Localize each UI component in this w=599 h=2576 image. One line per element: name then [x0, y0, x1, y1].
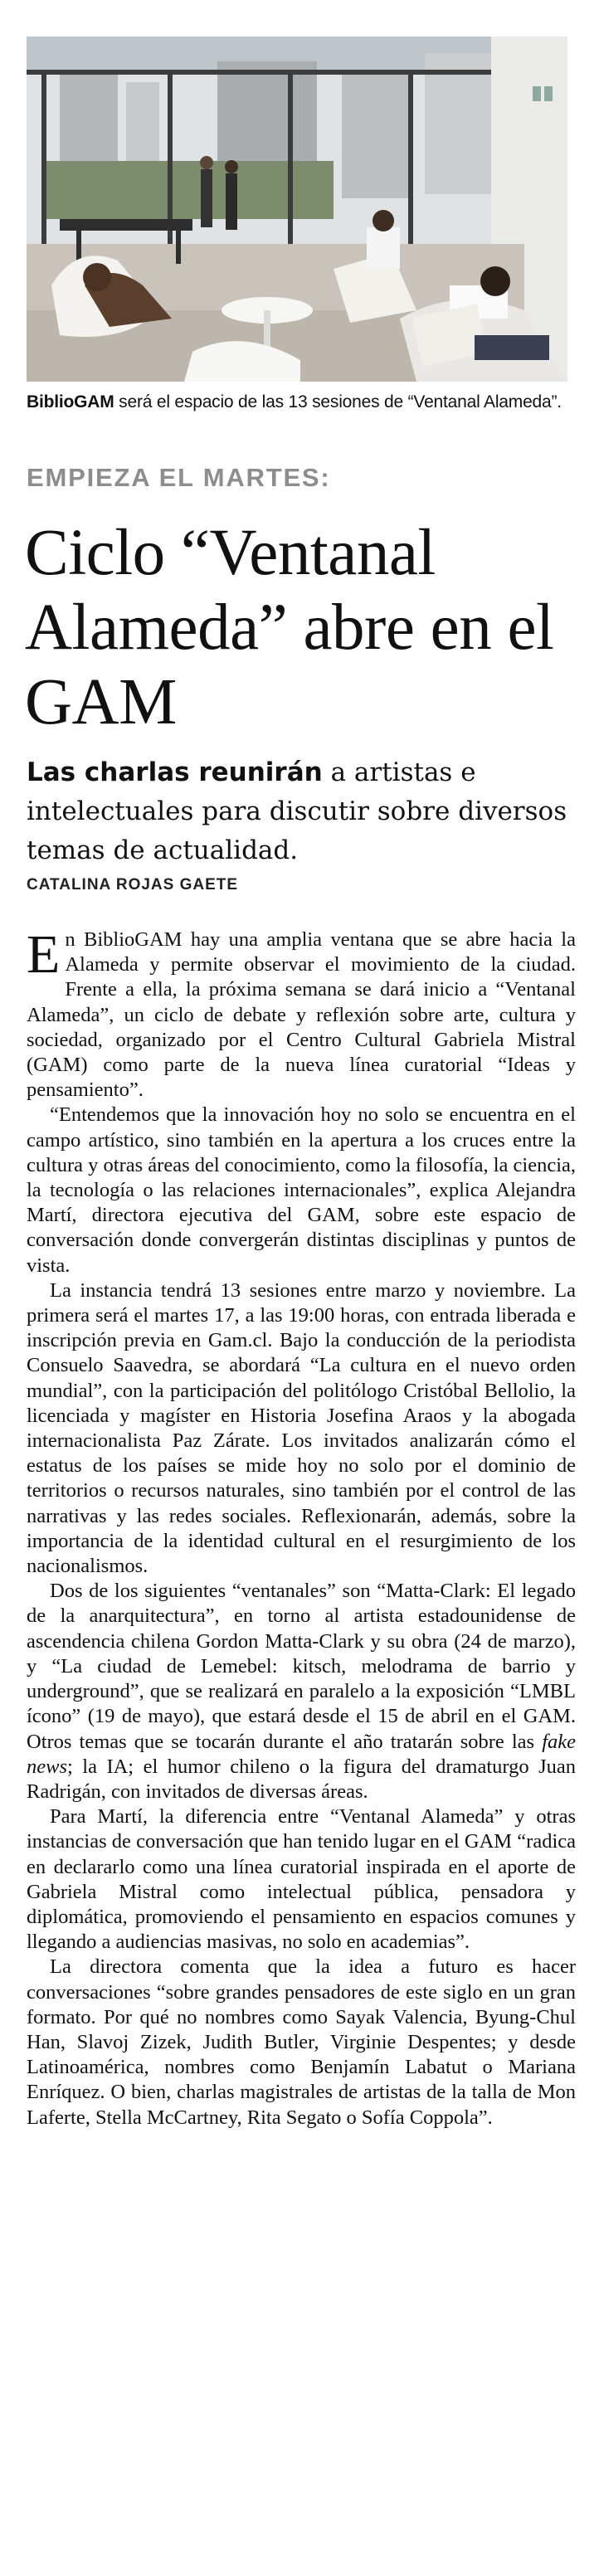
- paragraph-5: Para Martí, la diferencia entre “Ventanal Alameda” y otras instancias de conversación que han tenido lugar en el GAM “radica en declararlo como una línea curatorial inspirada en el aporte de Gabriela Mistral como intelectual pública, pensadora y diplomática, promoviendo el pensamiento en espacios comunes y llegando a audiencias masivas, no solo en academias”.: [27, 1805, 576, 1954]
- dropcap: E: [27, 924, 61, 985]
- caption-lead: BiblioGAM: [27, 392, 114, 411]
- paragraph-1-text: n BiblioGAM hay una amplia ventana que se abre hacia la Alameda y permite observar el movimiento de la ciudad. Frente a ella, la próxima semana se dará inicio a “Ventanal Alameda”, un ciclo de debate y reflexión sobre arte, cultura y sociedad, organizado por el Centro Cultural Gabriela Mistral (GAM) como parte de la nueva línea curatorial “Ideas y pensamiento”.: [27, 928, 576, 1102]
- kicker: EMPIEZA EL MARTES:: [27, 463, 331, 492]
- library-lounge-photo: [27, 37, 567, 382]
- paragraph-4: [27, 1579, 576, 1804]
- deck-lead: Las charlas reunirán: [27, 757, 323, 787]
- photo-caption: [27, 390, 566, 415]
- deck-text: a artistas e intelectuales para discutir sobre diversos temas de actualidad.: [27, 757, 567, 865]
- paragraph-4-emphasis: fake news: [27, 1730, 576, 1778]
- byline: CATALINA ROJAS GAETE: [27, 876, 239, 894]
- paragraph-2: “Entendemos que la innovación hoy no solo se encuentra en el campo artístico, sino también en la apertura a los cruces entre la cultura y otras áreas del conocimiento, como la filosofía, la ciencia, la tecnología o las relaciones internacionales”, explica Alejandra Martí, directora ejecutiva del GAM, sobre este espacio de conversación donde convergerán distintas disciplinas y puntos de vista.: [27, 1103, 576, 1277]
- paragraph-4-text-b: ; la IA; el humor chileno o la figura del dramaturgo Juan Radrigán, con invitados de diversas áreas.: [27, 1755, 576, 1803]
- caption-text: será el espacio de las 13 sesiones de “Ventanal Alameda”.: [114, 392, 562, 411]
- headline: Ciclo “Ventanal Alameda” abre en el GAM: [25, 517, 554, 738]
- deck: [27, 753, 574, 870]
- article-body: [27, 924, 576, 2130]
- paragraph-6: La directora comenta que la idea a futuro es hacer conversaciones “sobre grandes pensadores de este siglo en un gran formato. Por qué no nombres como Sayak Valencia, Byung-Chul Han, Slavoj Zizek, Judith Butler, Virginie Despentes; y desde Latinoamérica, nombres como Benjamín Labatut o Mariana Enríquez. O bien, charlas magistrales de artistas de la talla de Mon Laferte, Stella McCartney, Rita Segato o Sofía Coppola”.: [27, 1955, 576, 2129]
- paragraph-1: [27, 924, 576, 1103]
- paragraph-4-text-a: Dos de los siguientes “ventanales” son “Matta-Clark: El legado de la anarquitectura”, en torno al artista estadounidense de ascendencia chilena Gordon Matta-Clark y su obra (24 de marzo), y “La ciudad de Lemebel: kitsch, melodrama de barrio y underground”, que se realizará en paralelo a la exposición “LMBL ícono” (19 de mayo), que estará desde el 15 de abril en el GAM. Otros temas que se tocarán durante el año tratarán sobre las: [27, 1580, 576, 1753]
- paragraph-3: La instancia tendrá 13 sesiones entre marzo y noviembre. La primera será el martes 17, a las 19:00 horas, con entrada liberada e inscripción previa en Gam.cl. Bajo la conducción de la periodista Consuelo Saavedra, se abordará “La cultura en el nuevo orden mundial”, con la participación del politólogo Cristóbal Bellolio, la licenciada y magíster en Historia Josefina Araos y la abogada internacionalista Paz Zárate. Los invitados analizarán cómo el estatus de los países se mide hoy no solo por el dominio de territorios o recursos naturales, sino también por el control de las narrativas y las redes sociales. Reflexionarán, además, sobre la importancia de la identidad cultural en el resurgimiento de los nacionalismos.: [27, 1278, 576, 1578]
- article-photo: [27, 37, 567, 382]
